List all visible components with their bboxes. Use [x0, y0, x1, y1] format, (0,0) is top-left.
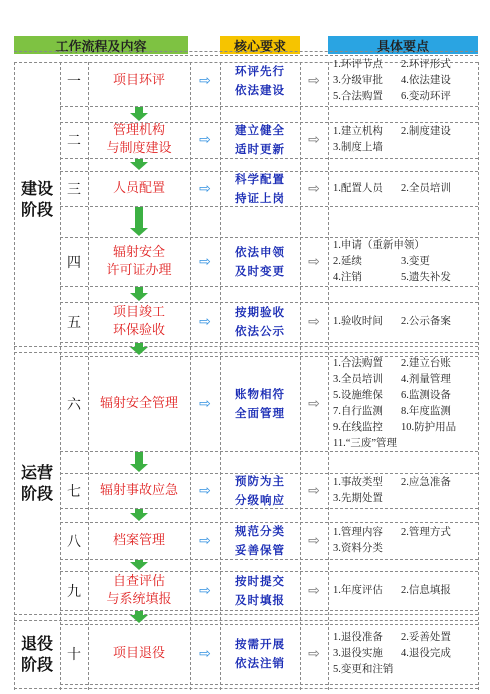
points-list: [333, 583, 477, 599]
point-item: 4.剂量管理: [401, 373, 451, 385]
point-item: 3.分级审批: [333, 74, 383, 86]
point-item: 1.合法购置: [333, 357, 383, 369]
grid-column-line: [478, 62, 479, 690]
point-item: 4.依法建设: [401, 74, 451, 86]
flow-down-arrow-icon: [129, 107, 149, 121]
row-border-bottom: [60, 286, 478, 287]
stage-border-top: [14, 51, 478, 52]
grid-column-line: [14, 62, 15, 690]
point-item: 2.制度建设: [401, 126, 451, 137]
point-item: 11.“三废”管理: [333, 437, 398, 449]
arrow-right-icon: ⇨: [199, 314, 211, 330]
step-number: 三: [67, 181, 81, 198]
point-line: [333, 314, 477, 330]
point-line: [333, 254, 477, 270]
point-item: 2.管理方式: [401, 526, 451, 538]
point-line: [333, 436, 477, 452]
point-line: [333, 140, 477, 156]
core-requirement: 依法申领 及时变更: [235, 244, 285, 278]
arrow-right-icon: ⇨: [308, 132, 320, 148]
point-item: 2.信息填报: [401, 584, 451, 596]
step-name: 项目退役: [112, 646, 165, 661]
step-number: 六: [67, 396, 81, 413]
point-line: [333, 356, 477, 372]
point-item: 2.公示备案: [401, 316, 451, 327]
points-list: [333, 238, 477, 286]
stage-label: 运营 阶段: [20, 463, 53, 503]
point-item: 3.全员培训: [333, 373, 383, 385]
flow-down-arrow-icon: [129, 611, 149, 623]
point-line: [333, 270, 477, 286]
arrow-right-icon: ⇨: [199, 646, 211, 662]
point-item: 2.妥善处置: [401, 632, 451, 643]
point-item: 5.设施维保: [333, 389, 383, 401]
specific-points: [333, 356, 477, 451]
point-item: 1.年度评估: [333, 584, 383, 596]
point-item: 3.先期处置: [333, 492, 383, 504]
point-item: 1.退役准备: [333, 632, 383, 643]
step-name: 自查评估 与系统填报: [106, 573, 172, 607]
arrow-right-icon: ⇨: [308, 72, 320, 89]
arrow-right-icon: ⇨: [199, 253, 211, 270]
stage-border-bottom: [14, 688, 478, 689]
point-item: 5.合法购置: [333, 90, 383, 102]
flow-down-arrow-shape: [130, 452, 148, 472]
step-number: 七: [67, 483, 81, 500]
point-item: 6.变动环评: [401, 90, 451, 102]
step-name: 项目环评: [112, 72, 165, 88]
point-line: [333, 491, 477, 507]
point-item: 8.年度监测: [401, 405, 451, 417]
points-list: [333, 475, 477, 507]
arrow-right-icon: ⇨: [308, 395, 320, 412]
core-requirement: 建立健全 适时更新: [235, 123, 285, 156]
specific-points: [333, 571, 477, 610]
arrow-right-icon: ⇨: [199, 532, 211, 549]
point-item: 2.全员培训: [401, 182, 451, 194]
row-border-bottom: [60, 610, 478, 611]
flow-down-arrow-icon: [129, 159, 149, 170]
specific-points: [333, 237, 477, 286]
point-item: 1.事故类型: [333, 476, 383, 488]
points-list: [333, 181, 477, 197]
point-line: [333, 525, 477, 541]
step-number: 九: [67, 583, 81, 600]
step-name: 项目竣工 环保验收: [112, 305, 165, 338]
point-item: 1.配置人员: [333, 182, 383, 194]
core-requirement: 按需开展 依法注销: [235, 637, 285, 670]
point-item: 2.环评形式: [401, 58, 451, 70]
point-line: [333, 124, 477, 140]
point-item: 1.管理内容: [333, 526, 383, 538]
point-line: [333, 583, 477, 599]
point-line: [333, 646, 477, 662]
arrow-right-icon: ⇨: [308, 582, 320, 599]
point-line: [333, 388, 477, 404]
point-line: [333, 420, 477, 436]
arrow-right-icon: ⇨: [308, 253, 320, 270]
specific-points: [333, 624, 477, 684]
stage-border-bottom: [14, 614, 478, 615]
specific-points: [333, 473, 477, 508]
flow-down-arrow-shape: [130, 611, 148, 623]
arrow-right-icon: ⇨: [308, 314, 320, 330]
point-item: 1.验收时间: [333, 316, 383, 327]
arrow-right-icon: ⇨: [308, 532, 320, 549]
core-requirement: 环评先行 依法建设: [235, 63, 285, 97]
specific-points: [333, 122, 477, 158]
point-item: 2.延续: [333, 255, 362, 267]
point-line: [333, 181, 477, 197]
core-requirement: 账物相符 全面管理: [235, 386, 285, 420]
point-item: 2.建立台账: [401, 357, 451, 369]
point-item: 4.退役完成: [401, 648, 451, 659]
header-process: 工作流程及内容: [14, 36, 188, 54]
flow-down-arrow-icon: [129, 560, 149, 570]
point-line: [333, 404, 477, 420]
flow-down-arrow-icon: [129, 287, 149, 301]
flow-down-arrow-icon: [129, 343, 149, 355]
point-line: [333, 372, 477, 388]
arrow-right-icon: ⇨: [308, 482, 320, 499]
point-item: 1.环评节点: [333, 58, 383, 70]
specific-points: [333, 171, 477, 206]
arrow-right-icon: ⇨: [199, 395, 211, 412]
core-requirement: 科学配置 持证上岗: [235, 171, 285, 205]
stage-border-bottom: [14, 346, 478, 347]
flow-down-arrow-shape: [130, 343, 148, 355]
point-line: [333, 89, 477, 105]
arrow-right-icon: ⇨: [199, 72, 211, 89]
step-number: 五: [67, 315, 81, 331]
point-line: [333, 630, 477, 646]
flow-down-arrow-icon: [129, 509, 149, 521]
point-item: 3.制度上墙: [333, 142, 383, 153]
flow-down-arrow-shape: [130, 560, 148, 570]
point-item: 1.建立机构: [333, 126, 383, 137]
step-name: 人员配置: [112, 180, 165, 196]
arrow-right-icon: ⇨: [199, 180, 211, 197]
point-line: [333, 238, 477, 254]
points-list: [333, 314, 477, 330]
specific-points: [333, 522, 477, 559]
point-item: 9.在线监控: [333, 421, 383, 433]
core-requirement: 规范分类 妥善保管: [235, 523, 285, 557]
step-number: 四: [67, 254, 81, 271]
core-requirement: 按期验收 依法公示: [235, 305, 285, 338]
step-number: 二: [67, 133, 81, 149]
row-border-bottom: [60, 342, 478, 343]
point-item: 6.监测设备: [401, 389, 451, 401]
arrow-right-icon: ⇨: [308, 180, 320, 197]
stage-border-top: [14, 352, 478, 353]
stage-border-top: [14, 620, 478, 621]
core-requirement: 预防为主 分级响应: [235, 473, 285, 507]
flow-down-arrow-shape: [130, 509, 148, 521]
step-number: 十: [67, 647, 81, 663]
point-line: [333, 73, 477, 89]
step-name: 管理机构 与制度建设: [106, 123, 172, 156]
arrow-right-icon: ⇨: [308, 646, 320, 662]
step-name: 档案管理: [112, 532, 165, 548]
point-item: 10.防护用品: [401, 421, 457, 433]
flow-down-arrow-icon: [129, 452, 149, 472]
stage-label: 退役 阶段: [20, 634, 53, 674]
arrow-right-icon: ⇨: [199, 582, 211, 599]
header-specific-points: 具体要点: [328, 36, 478, 54]
points-list: [333, 356, 477, 452]
point-line: [333, 541, 477, 557]
row-border-bottom: [60, 106, 478, 107]
points-list: [333, 124, 477, 156]
point-item: 1.申请（重新申领）: [333, 239, 425, 251]
flow-down-arrow-icon: [129, 207, 149, 236]
flow-down-arrow-shape: [130, 107, 148, 121]
specific-points: [333, 302, 477, 342]
stage-label: 建设 阶段: [20, 178, 53, 219]
points-list: [333, 57, 477, 105]
flow-down-arrow-shape: [130, 287, 148, 301]
grid-column-line: [328, 62, 329, 690]
flow-down-arrow-shape: [130, 207, 148, 236]
point-item: 2.应急准备: [401, 476, 451, 488]
points-list: [333, 630, 477, 678]
point-item: 3.退役实施: [333, 648, 383, 659]
point-item: 5.变更和注销: [333, 664, 394, 675]
point-item: 7.自行监测: [333, 405, 383, 417]
point-line: [333, 57, 477, 73]
core-requirement: 按时提交 及时填报: [235, 573, 285, 607]
specific-points: [333, 55, 477, 106]
step-name: 辐射安全管理: [99, 395, 178, 411]
point-line: [333, 662, 477, 678]
point-item: 4.注销: [333, 271, 362, 283]
point-item: 3.变更: [401, 255, 430, 267]
point-line: [333, 475, 477, 491]
step-name: 辐射事故应急: [99, 482, 178, 498]
arrow-right-icon: ⇨: [199, 482, 211, 499]
point-item: 5.遗失补发: [401, 271, 451, 283]
row-border-bottom: [60, 684, 478, 685]
step-name: 辐射安全 许可证办理: [106, 244, 172, 278]
step-number: 八: [67, 533, 81, 550]
point-item: 3.资料分类: [333, 542, 383, 554]
step-number: 一: [67, 73, 81, 90]
arrow-right-icon: ⇨: [199, 132, 211, 148]
points-list: [333, 525, 477, 557]
flow-down-arrow-shape: [130, 159, 148, 170]
header-core-requirements: 核心要求: [220, 36, 300, 54]
